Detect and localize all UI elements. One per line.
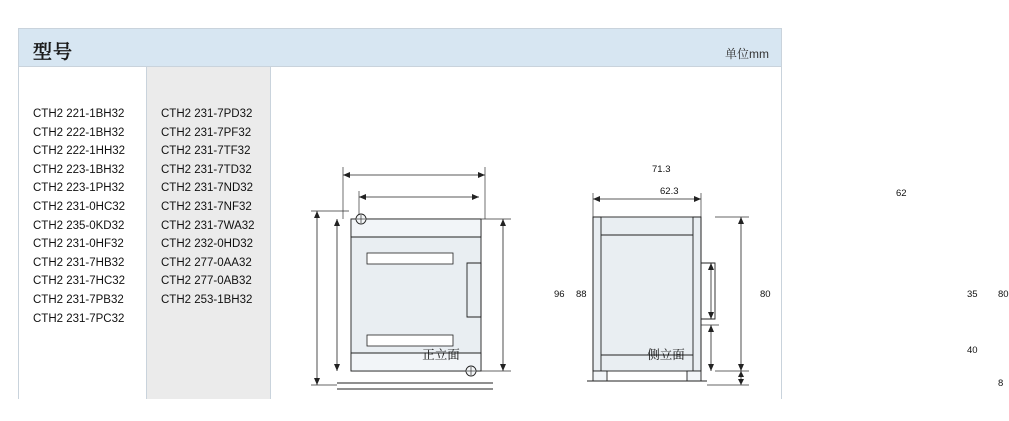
list-item: CTH2 231-0HC32	[33, 200, 126, 213]
list-item: CTH2 231-0HF32	[33, 238, 124, 251]
sheet-body	[19, 67, 1009, 399]
front-dim-71-3	[343, 167, 485, 219]
front-dim-62-3	[359, 191, 479, 217]
drawing-column	[271, 67, 1009, 399]
list-item: CTH2 231-7TD32	[161, 163, 252, 176]
model-column-right	[147, 67, 271, 399]
side-dim-62	[593, 193, 701, 217]
dim-label-71-3: 71.3	[652, 164, 671, 175]
list-item: CTH2 223-1BH32	[33, 163, 125, 176]
list-item: CTH2 232-0HD32	[161, 238, 254, 251]
side-dim-8	[707, 371, 749, 385]
list-item: CTH2 277-0AB32	[161, 275, 252, 288]
model-list-right	[161, 105, 255, 310]
side-dim-35	[708, 263, 714, 319]
list-item: CTH2 231-7ND32	[161, 182, 254, 195]
model-list-left	[33, 105, 125, 328]
dim-label-96: 96	[554, 289, 565, 300]
list-item: CTH2 231-7TF32	[161, 145, 251, 158]
list-item: CTH2 231-7PF32	[161, 126, 252, 139]
dim-label-35: 35	[967, 289, 978, 300]
caption-side-view: 侧立面	[647, 348, 685, 362]
list-item: CTH2 222-1HH32	[33, 145, 126, 158]
model-column-left	[19, 67, 147, 399]
caption-front-view: 正立面	[422, 348, 460, 362]
dim-label-40: 40	[967, 345, 978, 356]
list-item: CTH2 235-0KD32	[33, 219, 125, 232]
list-item: CTH2 222-1BH32	[33, 126, 125, 139]
dim-label-88: 88	[576, 289, 587, 300]
list-item: CTH2 221-1BH32	[33, 108, 125, 120]
unit-label: 单位mm	[725, 47, 769, 61]
dim-label-62: 62	[896, 188, 907, 199]
list-item: CTH2 231-7HC32	[33, 275, 126, 288]
list-item: CTH2 231-7PC32	[33, 312, 125, 325]
sheet-header	[19, 29, 781, 67]
page-title: 型号	[33, 42, 74, 63]
list-item: CTH2 231-7PD32	[161, 108, 253, 120]
dim-label-side-80: 80	[998, 289, 1009, 300]
list-item: CTH2 231-7HB32	[33, 256, 125, 269]
list-item: CTH2 253-1BH32	[161, 293, 253, 306]
spec-sheet	[18, 28, 1009, 399]
dim-label-8: 8	[998, 378, 1004, 389]
dim-label-front-80: 80	[760, 289, 771, 300]
list-item: CTH2 231-7NF32	[161, 200, 252, 213]
dim-label-62-3: 62.3	[660, 186, 679, 197]
list-item: CTH2 223-1PH32	[33, 182, 125, 195]
list-item: CTH2 277-0AA32	[161, 256, 252, 269]
list-item: CTH2 231-7WA32	[161, 219, 255, 232]
list-item: CTH2 231-7PB32	[33, 293, 124, 306]
